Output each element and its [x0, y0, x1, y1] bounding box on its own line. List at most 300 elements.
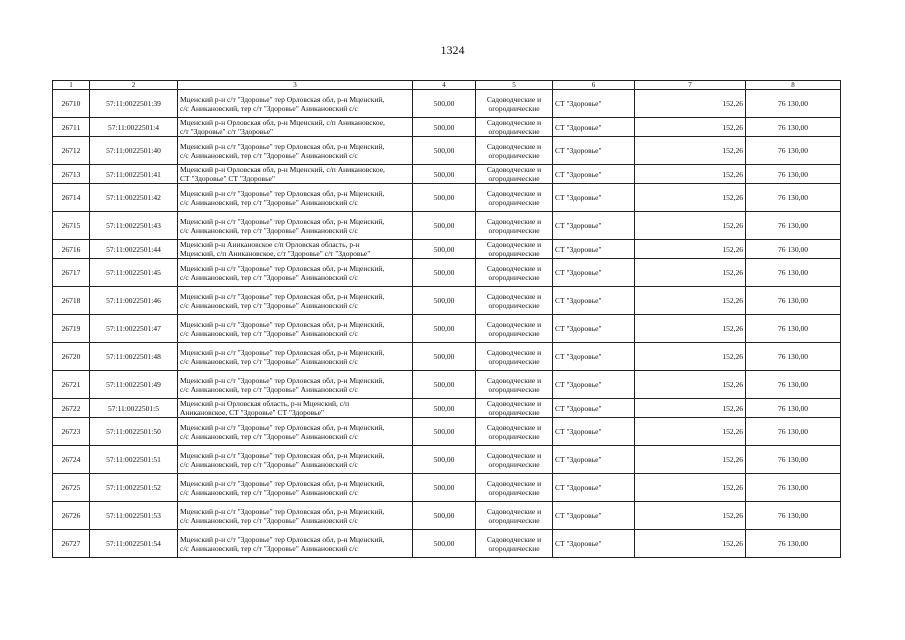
- rate-value: 152,26: [722, 380, 743, 389]
- land-use-line-2: огороднические: [488, 249, 540, 258]
- cell-total: [746, 418, 841, 446]
- land-use-line-1: Садоводческие и: [486, 319, 542, 329]
- rate-value: 152,26: [722, 296, 743, 305]
- address-line-2: с/с Аникановский, тер с/т "Здоровье" Аникановский с/с: [180, 328, 358, 338]
- record-number: 26721: [61, 380, 81, 389]
- land-use-line-2: огороднические: [488, 272, 540, 282]
- cell-cadastral-number: [90, 399, 178, 418]
- cell-area: [413, 502, 476, 530]
- rate-value: 152,26: [722, 539, 743, 548]
- cell-address: [178, 399, 413, 418]
- cell-rate: [635, 165, 746, 184]
- record-number: 26714: [61, 193, 81, 202]
- table-row: [53, 343, 841, 371]
- cell-address: [178, 474, 413, 502]
- cell-address: [178, 90, 413, 118]
- cell-area: [413, 137, 476, 165]
- cell-record-number: [53, 212, 90, 240]
- cell-area: [413, 446, 476, 474]
- address-line-1: Мценский р-н Орловская обл, р-н Мценский, с/п Аникановское,: [180, 165, 385, 174]
- rate-value: 152,26: [722, 146, 743, 155]
- cell-total: [746, 399, 841, 418]
- cell-area: [413, 530, 476, 558]
- land-use-line-1: Садоводческие и: [486, 506, 542, 516]
- area-value: 500,00: [433, 427, 455, 436]
- cell-land-use: [476, 184, 553, 212]
- cell-area: [413, 399, 476, 418]
- cell-rate: [635, 240, 746, 259]
- land-use-line-1: Садоводческие и: [486, 347, 542, 357]
- area-value: 500,00: [433, 539, 455, 548]
- cell-land-use: [476, 446, 553, 474]
- cell-address: [178, 212, 413, 240]
- land-use-line-2: огороднические: [488, 127, 540, 136]
- cell-total: [746, 530, 841, 558]
- cell-rate: [635, 399, 746, 418]
- land-use-line-1: Садоводческие и: [486, 534, 542, 544]
- address-line-1: Мценский р-н с/т "Здоровье" тер Орловская обл, р-н Мценский,: [180, 450, 385, 460]
- area-value: 500,00: [433, 99, 455, 108]
- land-use-line-1: Садоводческие и: [486, 240, 542, 249]
- rate-value: 152,26: [722, 483, 743, 492]
- cell-total: [746, 137, 841, 165]
- table-row: [53, 315, 841, 343]
- land-use-line-2: огороднические: [488, 300, 540, 310]
- cell-land-use: [476, 399, 553, 418]
- cadastral-number: 57:11:0022501:50: [106, 427, 161, 436]
- cell-owner: [553, 418, 635, 446]
- cell-land-use: [476, 259, 553, 287]
- address-line-1: Мценский р-н с/т "Здоровье" тер Орловская обл, р-н Мценский,: [180, 534, 385, 544]
- cell-owner: [553, 259, 635, 287]
- address-line-1: Мценский р-н с/т "Здоровье" тер Орловская обл, р-н Мценский,: [180, 319, 385, 329]
- land-use-line-2: огороднические: [488, 384, 540, 394]
- header-row: [53, 81, 841, 90]
- land-use-line-2: огороднические: [488, 408, 540, 417]
- address-line-1: Мценский р-н с/т "Здоровье" тер Орловская обл, р-н Мценский,: [180, 291, 385, 301]
- area-value: 500,00: [433, 483, 455, 492]
- cell-land-use: [476, 343, 553, 371]
- cell-area: [413, 184, 476, 212]
- land-use-line-1: Садоводческие и: [486, 478, 542, 488]
- address-line-1: Мценский р-н с/т "Здоровье" тер Орловская обл, р-н Мценский,: [180, 478, 385, 488]
- cell-rate: [635, 530, 746, 558]
- land-use-line-1: Садоводческие и: [486, 118, 542, 127]
- cell-owner: [553, 502, 635, 530]
- cell-rate: [635, 287, 746, 315]
- rate-value: 152,26: [722, 455, 743, 464]
- area-value: 500,00: [433, 169, 455, 179]
- cell-record-number: [53, 502, 90, 530]
- cell-total: [746, 315, 841, 343]
- address-line-1: Мценский р-н с/т "Здоровье" тер Орловская обл, р-н Мценский,: [180, 347, 385, 357]
- owner-name: СТ "Здоровье": [555, 483, 602, 492]
- total-value: 76 130,00: [778, 193, 808, 202]
- cell-land-use: [476, 418, 553, 446]
- cell-rate: [635, 137, 746, 165]
- record-number: 26710: [61, 99, 81, 108]
- address-line-2: с/с Аникановский, тер с/т "Здоровье" Аникановский с/с: [180, 272, 358, 282]
- area-value: 500,00: [433, 455, 455, 464]
- owner-name: СТ "Здоровье": [555, 296, 602, 305]
- owner-name: СТ "Здоровье": [555, 427, 602, 436]
- cell-rate: [635, 343, 746, 371]
- cell-total: [746, 287, 841, 315]
- cell-owner: [553, 399, 635, 418]
- cell-cadastral-number: [90, 118, 178, 137]
- table-row: [53, 474, 841, 502]
- cell-land-use: [476, 212, 553, 240]
- cell-land-use: [476, 137, 553, 165]
- cell-rate: [635, 212, 746, 240]
- address-line-1: Мценский р-н с/т "Здоровье" тер Орловская обл, р-н Мценский,: [180, 216, 385, 226]
- record-number: 26726: [61, 511, 81, 520]
- cell-area: [413, 212, 476, 240]
- cell-record-number: [53, 315, 90, 343]
- table-row: [53, 418, 841, 446]
- cell-owner: [553, 118, 635, 137]
- cell-cadastral-number: [90, 474, 178, 502]
- rate-value: 152,26: [722, 193, 743, 202]
- rate-value: 152,26: [722, 352, 743, 361]
- record-number: 26713: [61, 169, 81, 179]
- owner-name: СТ "Здоровье": [555, 403, 602, 413]
- table-row: [53, 371, 841, 399]
- cell-owner: [553, 240, 635, 259]
- cell-total: [746, 446, 841, 474]
- area-value: 500,00: [433, 122, 455, 132]
- cell-total: [746, 90, 841, 118]
- cell-owner: [553, 343, 635, 371]
- cell-record-number: [53, 418, 90, 446]
- owner-name: СТ "Здоровье": [555, 193, 602, 202]
- cell-cadastral-number: [90, 343, 178, 371]
- record-number: 26716: [61, 244, 81, 254]
- address-line-1: Мценский р-н Орловская обл, р-н Мценский, с/п Аникановское,: [180, 118, 385, 127]
- address-line-1: Мценский р-н с/т "Здоровье" тер Орловская обл, р-н Мценский,: [180, 94, 385, 104]
- cell-land-use: [476, 315, 553, 343]
- cell-rate: [635, 371, 746, 399]
- column-header-8: 8: [746, 81, 841, 90]
- address-line-1: Мценский р-н с/т "Здоровье" тер Орловская обл, р-н Мценский,: [180, 422, 385, 432]
- cadastral-number: 57:11:0022501:44: [106, 244, 161, 254]
- total-value: 76 130,00: [778, 146, 808, 155]
- cadastral-number: 57:11:0022501:51: [106, 455, 161, 464]
- address-line-2: с/с Аникановский, тер с/т "Здоровье" Аникановский с/с: [180, 300, 358, 310]
- address-line-2: СТ "Здоровье" СТ "Здоровье": [180, 174, 275, 183]
- cell-area: [413, 315, 476, 343]
- cell-address: [178, 259, 413, 287]
- address-line-2: с/с Аникановский, тер с/т "Здоровье" Аникановский с/с: [180, 197, 358, 207]
- total-value: 76 130,00: [778, 296, 808, 305]
- address-line-2: с/с Аникановский, тер с/т "Здоровье" Аникановский с/с: [180, 384, 358, 394]
- land-use-line-1: Садоводческие и: [486, 263, 542, 273]
- land-use-line-2: огороднические: [488, 328, 540, 338]
- cell-area: [413, 165, 476, 184]
- cell-total: [746, 212, 841, 240]
- area-value: 500,00: [433, 193, 455, 202]
- table-row: [53, 399, 841, 418]
- land-use-line-2: огороднические: [488, 431, 540, 441]
- cadastral-number: 57:11:0022501:4: [108, 122, 159, 132]
- owner-name: СТ "Здоровье": [555, 539, 602, 548]
- table-row: [53, 212, 841, 240]
- record-number: 26727: [61, 539, 81, 548]
- cell-land-use: [476, 240, 553, 259]
- owner-name: СТ "Здоровье": [555, 324, 602, 333]
- cell-total: [746, 474, 841, 502]
- cell-land-use: [476, 530, 553, 558]
- land-use-line-2: огороднические: [488, 103, 540, 113]
- land-use-line-2: огороднические: [488, 356, 540, 366]
- cell-address: [178, 502, 413, 530]
- cell-address: [178, 446, 413, 474]
- land-use-line-1: Садоводческие и: [486, 375, 542, 385]
- cell-record-number: [53, 240, 90, 259]
- record-number: 26717: [61, 268, 81, 277]
- cell-rate: [635, 118, 746, 137]
- address-line-2: Мценский, с/п Аникановское, с/т "Здоровье" с/т "Здоровье": [180, 249, 371, 258]
- address-line-2: с/с Аникановский, тер с/т "Здоровье" Аникановский с/с: [180, 103, 358, 113]
- table-row: [53, 287, 841, 315]
- area-value: 500,00: [433, 146, 455, 155]
- total-value: 76 130,00: [778, 169, 808, 179]
- land-use-line-2: огороднические: [488, 459, 540, 469]
- cell-address: [178, 165, 413, 184]
- land-use-line-1: Садоводческие и: [486, 188, 542, 198]
- area-value: 500,00: [433, 380, 455, 389]
- cell-cadastral-number: [90, 137, 178, 165]
- cell-area: [413, 90, 476, 118]
- area-value: 500,00: [433, 296, 455, 305]
- address-line-2: с/с Аникановский, тер с/т "Здоровье" Аникановский с/с: [180, 431, 358, 441]
- cell-address: [178, 315, 413, 343]
- cell-cadastral-number: [90, 259, 178, 287]
- cell-rate: [635, 418, 746, 446]
- table-row: [53, 530, 841, 558]
- land-use-line-2: огороднические: [488, 487, 540, 497]
- cell-owner: [553, 90, 635, 118]
- rate-value: 152,26: [722, 268, 743, 277]
- cell-total: [746, 184, 841, 212]
- total-value: 76 130,00: [778, 427, 808, 436]
- cell-cadastral-number: [90, 212, 178, 240]
- cell-address: [178, 371, 413, 399]
- owner-name: СТ "Здоровье": [555, 455, 602, 464]
- rate-value: 152,26: [722, 122, 743, 132]
- cell-land-use: [476, 287, 553, 315]
- cell-record-number: [53, 90, 90, 118]
- cell-record-number: [53, 137, 90, 165]
- owner-name: СТ "Здоровье": [555, 268, 602, 277]
- total-value: 76 130,00: [778, 380, 808, 389]
- total-value: 76 130,00: [778, 403, 808, 413]
- address-line-2: с/с Аникановский, тер с/т "Здоровье" Аникановский с/с: [180, 543, 358, 553]
- cell-address: [178, 184, 413, 212]
- cell-area: [413, 259, 476, 287]
- land-use-line-2: огороднические: [488, 150, 540, 160]
- rate-value: 152,26: [722, 244, 743, 254]
- cell-land-use: [476, 502, 553, 530]
- cell-owner: [553, 165, 635, 184]
- cell-owner: [553, 315, 635, 343]
- cell-record-number: [53, 474, 90, 502]
- total-value: 76 130,00: [778, 221, 808, 230]
- cell-address: [178, 118, 413, 137]
- cell-area: [413, 118, 476, 137]
- address-line-1: Мценский р-н с/т "Здоровье" тер Орловская обл, р-н Мценский,: [180, 375, 385, 385]
- record-number: 26715: [61, 221, 81, 230]
- record-number: 26711: [61, 122, 81, 132]
- land-use-line-1: Садоводческие и: [486, 141, 542, 151]
- table-row: [53, 118, 841, 137]
- table-row: [53, 240, 841, 259]
- cell-area: [413, 287, 476, 315]
- cell-rate: [635, 184, 746, 212]
- record-number: 26718: [61, 296, 81, 305]
- cell-record-number: [53, 371, 90, 399]
- cell-cadastral-number: [90, 184, 178, 212]
- table-header: [53, 81, 841, 90]
- table-row: [53, 90, 841, 118]
- cell-address: [178, 240, 413, 259]
- cell-land-use: [476, 371, 553, 399]
- area-value: 500,00: [433, 268, 455, 277]
- cadastral-number: 57:11:0022501:46: [106, 296, 161, 305]
- land-use-line-2: огороднические: [488, 543, 540, 553]
- cell-rate: [635, 90, 746, 118]
- cadastral-number: 57:11:0022501:54: [106, 539, 161, 548]
- rate-value: 152,26: [722, 511, 743, 520]
- cell-area: [413, 418, 476, 446]
- cell-cadastral-number: [90, 502, 178, 530]
- cell-cadastral-number: [90, 287, 178, 315]
- cell-address: [178, 343, 413, 371]
- record-number: 26719: [61, 324, 81, 333]
- cell-total: [746, 165, 841, 184]
- column-header-2: 2: [90, 81, 178, 90]
- cell-land-use: [476, 474, 553, 502]
- address-line-1: Мценский р-н с/т "Здоровье" тер Орловская обл, р-н Мценский,: [180, 506, 385, 516]
- cell-area: [413, 371, 476, 399]
- cell-rate: [635, 259, 746, 287]
- land-use-line-2: огороднические: [488, 174, 540, 183]
- area-value: 500,00: [433, 511, 455, 520]
- record-number: 26725: [61, 483, 81, 492]
- column-header-4: 4: [413, 81, 476, 90]
- total-value: 76 130,00: [778, 268, 808, 277]
- address-line-2: с/с Аникановский, тер с/т "Здоровье" Аникановский с/с: [180, 515, 358, 525]
- cell-record-number: [53, 287, 90, 315]
- rate-value: 152,26: [722, 427, 743, 436]
- total-value: 76 130,00: [778, 352, 808, 361]
- record-number: 26720: [61, 352, 81, 361]
- total-value: 76 130,00: [778, 122, 808, 132]
- table-row: [53, 137, 841, 165]
- owner-name: СТ "Здоровье": [555, 169, 602, 179]
- area-value: 500,00: [433, 352, 455, 361]
- total-value: 76 130,00: [778, 483, 808, 492]
- land-use-line-2: огороднические: [488, 515, 540, 525]
- column-header-1: 1: [53, 81, 90, 90]
- owner-name: СТ "Здоровье": [555, 122, 602, 132]
- land-use-line-1: Садоводческие и: [486, 165, 542, 174]
- page-number: 1324: [440, 43, 465, 57]
- cell-owner: [553, 287, 635, 315]
- cadastral-number: 57:11:0022501:5: [108, 403, 159, 413]
- cell-land-use: [476, 165, 553, 184]
- cell-record-number: [53, 446, 90, 474]
- address-line-2: с/с Аникановский, тер с/т "Здоровье" Аникановский с/с: [180, 459, 358, 469]
- cell-rate: [635, 315, 746, 343]
- cell-owner: [553, 474, 635, 502]
- cell-total: [746, 343, 841, 371]
- owner-name: СТ "Здоровье": [555, 352, 602, 361]
- column-header-7: 7: [635, 81, 746, 90]
- cadastral-number: 57:11:0022501:39: [106, 99, 161, 108]
- rate-value: 152,26: [722, 99, 743, 108]
- cadastral-number: 57:11:0022501:42: [106, 193, 161, 202]
- cadastral-number: 57:11:0022501:52: [106, 483, 161, 492]
- rate-value: 152,26: [722, 169, 743, 179]
- area-value: 500,00: [433, 221, 455, 230]
- area-value: 500,00: [433, 324, 455, 333]
- cell-record-number: [53, 530, 90, 558]
- cell-area: [413, 474, 476, 502]
- address-line-1: Мценский р-н Аникановское с/п Орловская область, р-н: [180, 240, 360, 249]
- table-row: [53, 259, 841, 287]
- owner-name: СТ "Здоровье": [555, 99, 602, 108]
- address-line-1: Мценский р-н с/т "Здоровье" тер Орловская обл, р-н Мценский,: [180, 188, 385, 198]
- cell-area: [413, 240, 476, 259]
- address-line-1: Мценский р-н с/т "Здоровье" тер Орловская обл, р-н Мценский,: [180, 263, 385, 273]
- cadastral-number: 57:11:0022501:43: [106, 221, 161, 230]
- cell-record-number: [53, 184, 90, 212]
- land-use-line-1: Садоводческие и: [486, 94, 542, 104]
- owner-name: СТ "Здоровье": [555, 221, 602, 230]
- cell-owner: [553, 446, 635, 474]
- cell-total: [746, 371, 841, 399]
- cell-owner: [553, 137, 635, 165]
- record-number: 26724: [61, 455, 81, 464]
- cadastral-number: 57:11:0022501:49: [106, 380, 161, 389]
- owner-name: СТ "Здоровье": [555, 380, 602, 389]
- cell-area: [413, 343, 476, 371]
- owner-name: СТ "Здоровье": [555, 146, 602, 155]
- cell-address: [178, 530, 413, 558]
- address-line-2: Аникановское, СТ "Здоровье" СТ "Здоровье": [180, 408, 324, 417]
- cell-rate: [635, 446, 746, 474]
- column-header-3: 3: [178, 81, 413, 90]
- cell-total: [746, 259, 841, 287]
- total-value: 76 130,00: [778, 511, 808, 520]
- cell-owner: [553, 530, 635, 558]
- cell-record-number: [53, 259, 90, 287]
- cell-rate: [635, 502, 746, 530]
- owner-name: СТ "Здоровье": [555, 511, 602, 520]
- table-body: [53, 90, 841, 558]
- cadastral-number: 57:11:0022501:53: [106, 511, 161, 520]
- land-use-line-1: Садоводческие и: [486, 291, 542, 301]
- cell-owner: [553, 371, 635, 399]
- land-use-line-1: Садоводческие и: [486, 422, 542, 432]
- cadastral-number: 57:11:0022501:45: [106, 268, 161, 277]
- cell-cadastral-number: [90, 371, 178, 399]
- cell-land-use: [476, 118, 553, 137]
- cadastral-number: 57:11:0022501:48: [106, 352, 161, 361]
- address-line-1: Мценский р-н с/т "Здоровье" тер Орловская обл, р-н Мценский,: [180, 141, 385, 151]
- rate-value: 152,26: [722, 221, 743, 230]
